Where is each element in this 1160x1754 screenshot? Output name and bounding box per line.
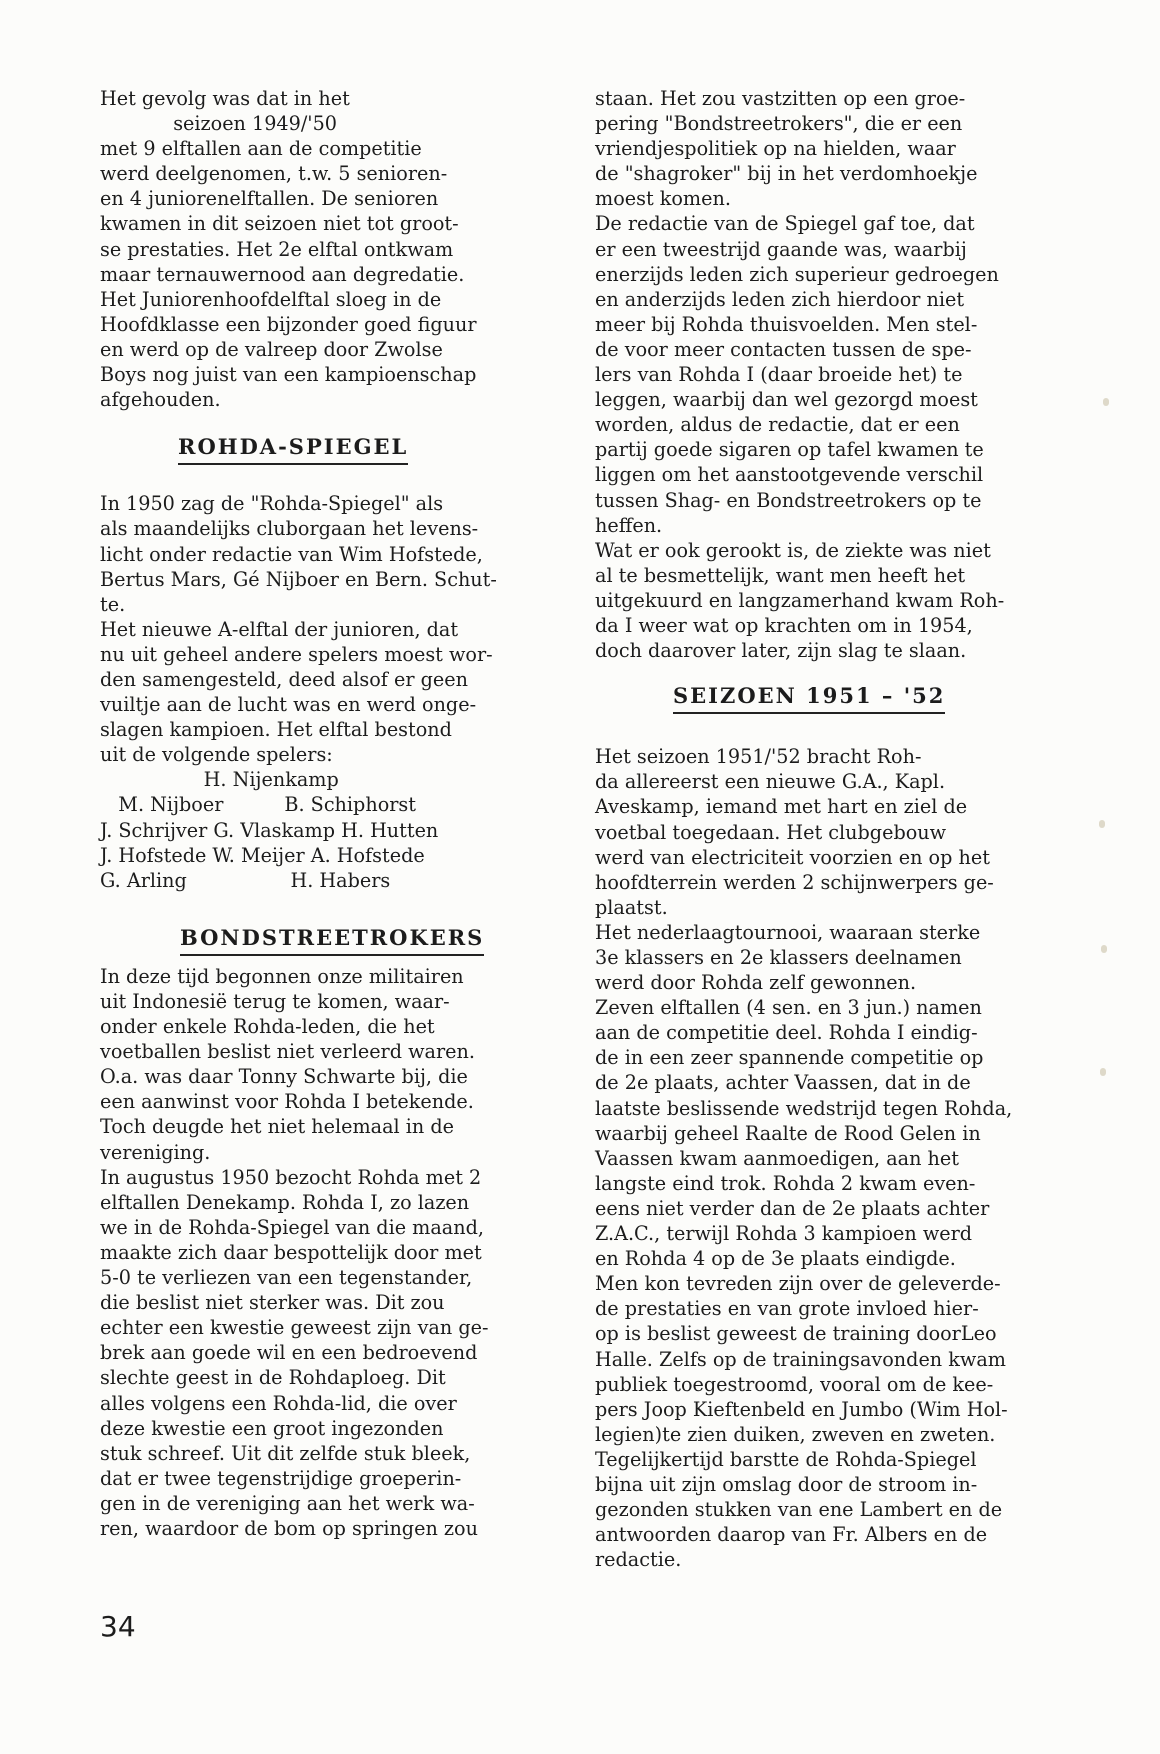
text-line: staan. Het zou vastzitten op een groe- [595,87,966,110]
text-line: den samengesteld, deed alsof er geen [100,667,468,691]
text-line: liggen om het aanstootgevende verschil [595,463,984,487]
text-line: slagen kampioen. Het elftal bestond [100,718,452,742]
text-line: se prestaties. Het 2e elftal ontkwam [100,237,454,261]
text-line: In augustus 1950 bezocht Rohda met 2 [100,1165,482,1189]
text-line: legien)te zien duiken, zweven en zweten. [595,1422,996,1446]
text-line: onder enkele Rohda-leden, die het [100,1015,435,1039]
right-column [595,86,1065,1572]
text-line: de voor meer contacten tussen de spe- [595,337,972,361]
text-line: enerzijds leden zich superieur gedroegen [595,262,999,286]
text-line: seizoen 1949/'50 [100,112,337,136]
intro-paragraph [100,86,560,412]
text-line: Boys nog juist van een kampioenschap [100,363,477,387]
text-line: heffen. [595,513,663,537]
text-line: vuiltje aan de lucht was en werd onge- [100,693,477,717]
text-line: alles volgens een Rohda-lid, die over [100,1391,457,1415]
text-line: op is beslist geweest de training doorLeo [595,1322,997,1346]
paper-speck [1101,945,1107,953]
text-line: Vaassen kwam aanmoedigen, aan het [595,1146,959,1170]
text-line: tussen Shag- en Bondstreetrokers op te [595,488,982,512]
text-line: de "shagroker" bij in het verdomhoekje [595,162,978,186]
text-line: echter een kwestie geweest zijn van ge- [100,1316,489,1340]
text-line: werd door Rohda zelf gewonnen. [595,971,917,995]
text-line: ren, waardoor de bom op springen zou [100,1516,478,1540]
text-line: leggen, waarbij dan wel gezorgd moest [595,388,978,412]
text-line: werd van electriciteit voorzien en op het [595,845,990,869]
text-line: De redactie van de Spiegel gaf toe, dat [595,212,975,236]
text-line: antwoorden daarop van Fr. Albers en de [595,1523,988,1547]
text-line: brek aan goede wil en een bedroevend [100,1341,478,1365]
text-line: vriendjespolitiek op na hielden, waar [595,137,956,161]
text-line: J. Schrijver G. Vlaskamp H. Hutten [100,818,439,842]
text-line: redactie. [595,1548,682,1572]
text-line: doch daarover later, zijn slag te slaan. [595,639,967,663]
text-line: In deze tijd begonnen onze militairen [100,964,464,988]
text-line: In 1950 zag de "Rohda-Spiegel" als [100,492,444,516]
heading-seizoen-1951-52: SEIZOEN 1951 – '52 [673,683,945,714]
text-line: werd deelgenomen, t.w. 5 senioren- [100,162,448,186]
text-line: Halle. Zelfs op de trainingsavonden kwam [595,1347,1006,1371]
text-line: pers Joop Kieftenbeld en Jumbo (Wim Hol- [595,1397,1008,1421]
text-line: vereniging. [100,1140,211,1164]
text-line: Bertus Mars, Gé Nijboer en Bern. Schut- [100,567,497,591]
text-line: gen in de vereniging aan het werk wa- [100,1491,475,1515]
text-line: en Rohda 4 op de 3e plaats eindigde. [595,1247,956,1271]
text-line: Tegelijkertijd barstte de Rohda-Spiegel [595,1447,977,1471]
text-line: laatste beslissende wedstrijd tegen Rohda, [595,1096,1013,1120]
text-line: deze kwestie een groot ingezonden [100,1416,444,1440]
continuation-paragraph [595,86,1065,663]
text-line: en anderzijds leden zich hierdoor niet [595,287,965,311]
text-line: maakte zich daar bespottelijk door met [100,1240,482,1264]
text-line: dat er twee tegenstrijdige groeperin- [100,1466,462,1490]
text-line: met 9 elftallen aan de competitie [100,137,422,161]
text-line: en 4 juniorenelftallen. De senioren [100,187,439,211]
text-line: Het nederlaagtournooi, waaraan sterke [595,920,981,944]
text-line: da I weer wat op krachten om in 1954, [595,613,973,637]
text-line: da allereerst een nieuwe G.A., Kapl. [595,770,946,794]
text-line: die beslist niet sterker was. Dit zou [100,1291,445,1315]
text-line: plaatst. [595,895,668,919]
text-line: maar ternauwernood aan degredatie. [100,262,465,286]
text-line: de in een zeer spannende competitie op [595,1046,984,1070]
text-line: Het seizoen 1951/'52 bracht Roh- [595,745,922,769]
text-line: worden, aldus de redactie, dat er een [595,413,960,437]
text-line: O.a. was daar Tonny Schwarte bij, die [100,1065,468,1089]
paper-speck [1103,398,1109,406]
text-line: Hoofdklasse een bijzonder goed figuur [100,312,477,336]
text-line: partij goede sigaren op tafel kwamen te [595,438,984,462]
text-line: stuk schreef. Uit dit zelfde stuk bleek, [100,1441,471,1465]
text-line: Het Juniorenhoofdelftal sloeg in de [100,287,442,311]
text-line: te. [100,592,126,616]
player-roster [100,767,560,892]
text-line: Wat er ook gerookt is, de ziekte was niet [595,538,991,562]
text-line: we in de Rohda-Spiegel van die maand, [100,1215,484,1239]
text-line: slechte geest in de Rohdaploeg. Dit [100,1366,446,1390]
text-line: langste eind trok. Rohda 2 kwam even- [595,1171,976,1195]
text-line: als maandelijks cluborgaan het levens- [100,517,479,541]
text-line: waarbij geheel Raalte de Rood Gelen in [595,1121,981,1145]
text-line: de 2e plaats, achter Vaassen, dat in de [595,1071,971,1095]
text-line: Het gevolg was dat in het [100,87,350,110]
text-line: H. Nijenkamp [100,768,339,792]
heading-rohda-spiegel: ROHDA-SPIEGEL [178,434,408,465]
text-line: Men kon tevreden zijn over de geleverde- [595,1272,1001,1296]
text-line: Toch deugde het niet helemaal in de [100,1115,455,1139]
text-line: gezonden stukken van ene Lambert en de [595,1498,1003,1522]
bondstreetrokers-paragraph [100,964,560,1541]
text-line: lers van Rohda I (daar broeide het) te [595,363,963,387]
paper-speck [1100,1068,1106,1076]
text-line: eens niet verder dan de 2e plaats achter [595,1196,990,1220]
text-line: en werd op de valreep door Zwolse [100,337,443,361]
text-line: uit de volgende spelers: [100,743,333,767]
text-line: uit Indonesië terug te komen, waar- [100,990,450,1013]
text-line: er een tweestrijd gaande was, waarbij [595,237,967,261]
text-line: kwamen in dit seizoen niet tot groot- [100,212,459,236]
text-line: meer bij Rohda thuisvoelden. Men stel- [595,312,978,336]
text-line: voetballen beslist niet verleerd waren. [100,1040,475,1064]
text-line: nu uit geheel andere spelers moest wor- [100,642,493,666]
text-line: bijna uit zijn omslag door de stroom in- [595,1472,978,1496]
text-line: moest komen. [595,187,731,211]
text-line: licht onder redactie van Wim Hofstede, [100,542,483,566]
text-line: de prestaties en van grote invloed hier- [595,1297,979,1321]
text-line: elftallen Denekamp. Rohda I, zo lazen [100,1190,470,1214]
text-line: Aveskamp, iemand met hart en ziel de [595,795,968,819]
text-line: J. Hofstede W. Meijer A. Hofstede [100,843,425,867]
text-line: G. Arling H. Habers [100,868,391,892]
text-line: 3e klassers en 2e klassers deelnamen [595,946,962,969]
text-line: aan de competitie deel. Rohda I eindig- [595,1021,978,1045]
page-number: 34 [100,1610,136,1643]
text-line: al te besmettelijk, want men heeft het [595,563,966,587]
text-line: voetbal toegedaan. Het clubgebouw [595,820,947,844]
text-line: hoofdterrein werden 2 schijnwerpers ge- [595,870,994,894]
rohda-spiegel-paragraph [100,491,560,767]
paper-speck [1099,820,1105,828]
text-line: afgehouden. [100,388,221,412]
text-line: pering "Bondstreetrokers", die er een [595,112,963,136]
text-line: Zeven elftallen (4 sen. en 3 jun.) namen [595,996,982,1020]
text-line: 5-0 te verliezen van een tegenstander, [100,1266,473,1290]
text-line: M. Nijboer B. Schiphorst [100,793,416,817]
text-line: publiek toegestroomd, vooral om de kee- [595,1372,994,1396]
seizoen-paragraph [595,744,1065,1572]
text-line: Z.A.C., terwijl Rohda 3 kampioen werd [595,1222,973,1246]
heading-bondstreetrokers: BONDSTREETROKERS [180,925,484,956]
left-column [100,86,560,1541]
text-line: Het nieuwe A-elftal der junioren, dat [100,617,459,641]
text-line: een aanwinst voor Rohda I betekende. [100,1090,474,1114]
text-line: uitgekuurd en langzamerhand kwam Roh- [595,588,1005,612]
